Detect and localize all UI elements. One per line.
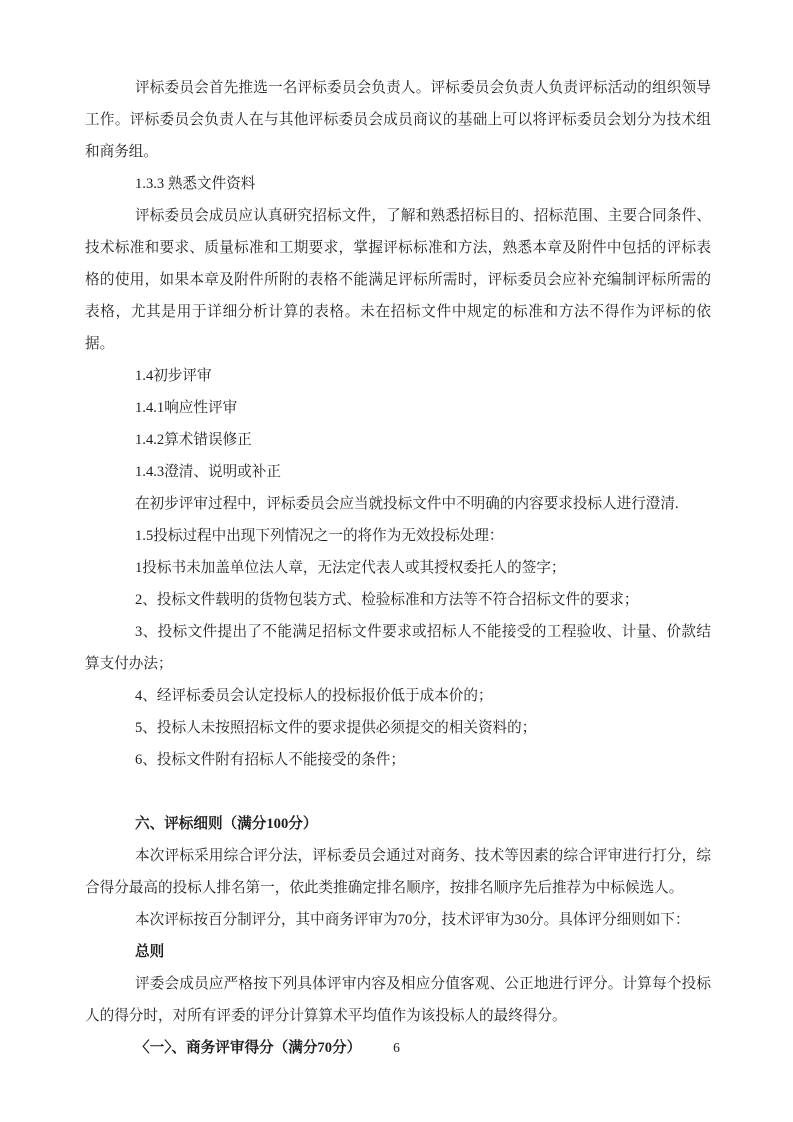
paragraph: 5、投标人未按照招标文件的要求提供必须提交的相关资料的； (135, 720, 537, 736)
paragraph: 评标委员会成员应认真研究招标文件，了解和熟悉招标目的、招标范围、主要合同条件、技术标准和要求、质量标准和工期要求，掌握评标标准和方法，熟悉本章及附件中包括的评标表格的使用，如果本章及附件所附的表格不能满足评标所需时，评标委员会应补充编制评标所需的表格，尤其是用于详细分析计算的表格。未在招标文件中规定的标准和方法不得作为评标的依据。 (85, 208, 711, 352)
paragraph: 1投标书未加盖单位法人章，无法定代表人或其授权委托人的签字； (135, 560, 566, 576)
paragraph: 在初步评审过程中，评标委员会应当就投标文件中不明确的内容要求投标人进行澄清. (135, 496, 679, 512)
paragraph: 4、经评标委员会认定投标人的投标报价低于成本价的； (135, 688, 493, 704)
paragraph: 1.4初步评审 (135, 368, 212, 384)
paragraph: 2、投标文件载明的货物包装方式、检验标准和方法等不符合招标文件的要求； (135, 592, 639, 608)
paragraph: 3、投标文件提出了不能满足招标文件要求或招标人不能接受的工程验收、计量、价款结算支付办法； (85, 624, 711, 672)
section-heading: 总则 (135, 944, 165, 960)
paragraph: 本次评标按百分制评分，其中商务评审为70分，技术评审为30分。具体评分细则如下： (135, 912, 690, 928)
paragraph: 1.4.1响应性评审 (135, 400, 238, 416)
document-body (85, 72, 711, 1064)
paragraph: 本次评标采用综合评分法，评标委员会通过对商务、技术等因素的综合评审进行打分，综合得分最高的投标人排名第一，依此类推确定排名顺序，按排名顺序先后推荐为中标候选人。 (85, 848, 711, 896)
paragraph: 1.4.3澄清、说明或补正 (135, 464, 281, 480)
paragraph: 6、投标文件附有招标人不能接受的条件； (135, 752, 405, 768)
paragraph: 评委会成员应严格按下列具体评审内容及相应分值客观、公正地进行评分。计算每个投标人的得分时，对所有评委的评分计算算术平均值作为该投标人的最终得分。 (85, 976, 711, 1024)
paragraph: 评标委员会首先推选一名评标委员会负责人。评标委员会负责人负责评标活动的组织领导工作。评标委员会负责人在与其他评标委员会成员商议的基础上可以将评标委员会划分为技术组和商务组。 (85, 80, 711, 160)
section-heading: 〈一〉、商务评审得分（满分70分） (135, 1040, 362, 1056)
section-heading: 六、评标细则（满分100分） (135, 816, 318, 832)
paragraph: 1.5投标过程中出现下列情况之一的将作为无效投标处理： (135, 528, 504, 544)
paragraph: 1.3.3 熟悉文件资料 (135, 176, 256, 192)
page-number: 6 (393, 1040, 400, 1055)
paragraph: 1.4.2算术错误修正 (135, 432, 252, 448)
